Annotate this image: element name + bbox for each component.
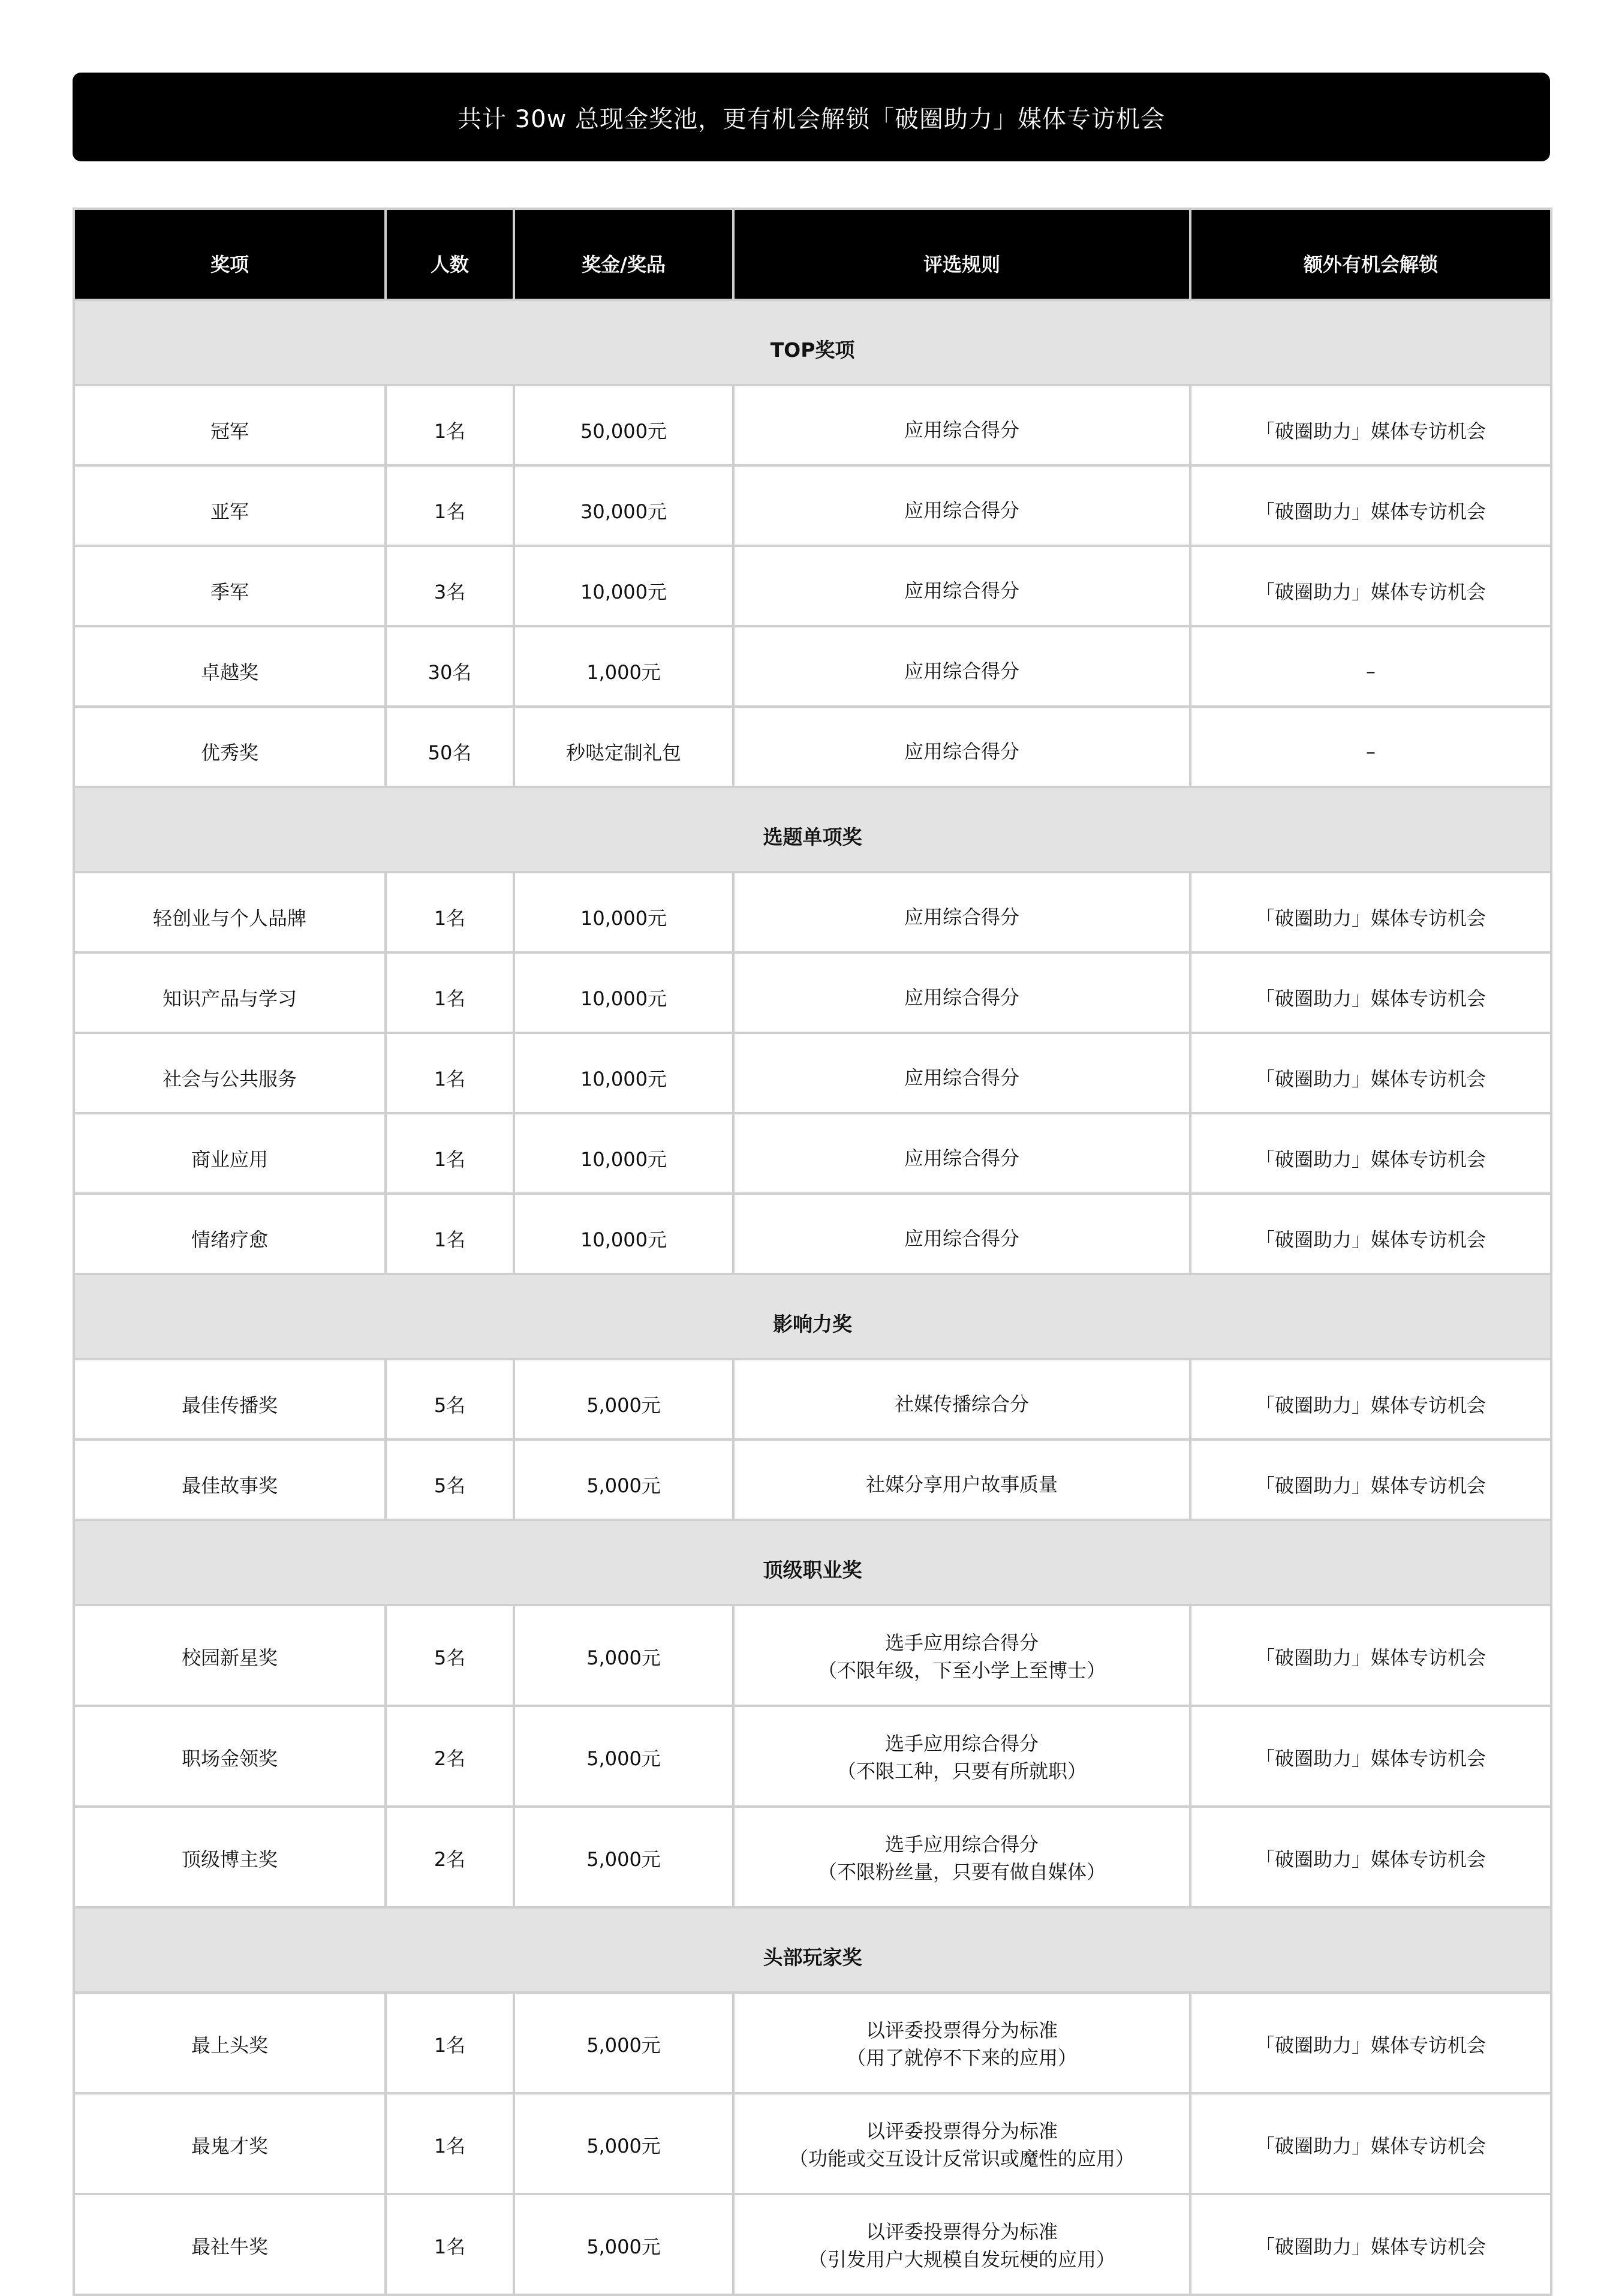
winner-count-cell: 2名	[386, 1706, 514, 1807]
award-name-cell: 优秀奖	[74, 707, 386, 787]
rule-line: 应用综合得分	[904, 1066, 1019, 1089]
prize-cell: 5,000元	[514, 1706, 733, 1807]
award-name-cell: 季军	[74, 546, 386, 626]
winner-count-cell: 1名	[386, 465, 514, 546]
award-name-cell: 职场金领奖	[74, 1706, 386, 1807]
winner-count-cell: 30名	[386, 626, 514, 707]
winner-count-cell: 1名	[386, 2093, 514, 2194]
extra-unlock-cell: 「破圈助力」媒体专访机会	[1190, 872, 1551, 952]
table-row	[74, 626, 1551, 707]
extra-unlock-cell: 「破圈助力」媒体专访机会	[1190, 385, 1551, 465]
winner-count-cell: 5名	[386, 1439, 514, 1520]
extra-unlock-cell: –	[1190, 707, 1551, 787]
table-row	[74, 1993, 1551, 2093]
winner-count-cell: 50名	[386, 707, 514, 787]
prize-cell: 5,000元	[514, 2194, 733, 2295]
winner-count-cell: 3名	[386, 546, 514, 626]
table-row	[74, 1605, 1551, 1706]
prize-cell: 50,000元	[514, 385, 733, 465]
prize-cell: 5,000元	[514, 2093, 733, 2194]
rule-line: 选手应用综合得分	[884, 1732, 1039, 1755]
prize-cell: 10,000元	[514, 1113, 733, 1194]
prize-cell: 10,000元	[514, 872, 733, 952]
extra-unlock-cell: 「破圈助力」媒体专访机会	[1190, 546, 1551, 626]
section-title: 影响力奖	[74, 1274, 1551, 1359]
winner-count-cell: 1名	[386, 1033, 514, 1113]
prize-cell: 5,000元	[514, 1605, 733, 1706]
section-title: 头部玩家奖	[74, 1907, 1551, 1993]
extra-unlock-cell: 「破圈助力」媒体专访机会	[1190, 1359, 1551, 1439]
prize-cell: 5,000元	[514, 1439, 733, 1520]
rule-line: 以评委投票得分为标准	[865, 2220, 1058, 2243]
table-row	[74, 1807, 1551, 1907]
award-name-cell: 顶级博主奖	[74, 1807, 386, 1907]
rule-line: （引发用户大规模自发玩梗的应用）	[808, 2248, 1115, 2271]
award-name-cell: 轻创业与个人品牌	[74, 872, 386, 952]
rule-cell	[733, 1993, 1190, 2093]
winner-count-cell: 1名	[386, 872, 514, 952]
table-row	[74, 1439, 1551, 1520]
table-row	[74, 1706, 1551, 1807]
rule-cell	[733, 1033, 1190, 1113]
section-title: 顶级职业奖	[74, 1520, 1551, 1605]
section-row	[74, 300, 1551, 385]
prize-cell: 10,000元	[514, 1033, 733, 1113]
prize-cell: 5,000元	[514, 1993, 733, 2093]
header-count: 人数	[386, 209, 514, 300]
winner-count-cell: 1名	[386, 1993, 514, 2093]
rule-line: 应用综合得分	[904, 906, 1019, 928]
section-title: 选题单项奖	[74, 787, 1551, 872]
prize-cell: 5,000元	[514, 1359, 733, 1439]
rule-line: （用了就停不下来的应用）	[846, 2046, 1077, 2069]
rule-cell	[733, 626, 1190, 707]
prize-table	[73, 208, 1552, 2296]
rule-line: （不限粉丝量，只要有做自媒体）	[817, 1861, 1106, 1883]
winner-count-cell: 1名	[386, 385, 514, 465]
rule-cell	[733, 1359, 1190, 1439]
rule-line: 社媒分享用户故事质量	[865, 1473, 1058, 1496]
award-name-cell: 最佳传播奖	[74, 1359, 386, 1439]
prize-cell: 10,000元	[514, 1194, 733, 1274]
award-name-cell: 亚军	[74, 465, 386, 546]
rule-cell	[733, 1439, 1190, 1520]
extra-unlock-cell: 「破圈助力」媒体专访机会	[1190, 1113, 1551, 1194]
rule-line: 以评委投票得分为标准	[865, 2019, 1058, 2042]
extra-unlock-cell: 「破圈助力」媒体专访机会	[1190, 465, 1551, 546]
section-row	[74, 1520, 1551, 1605]
prize-cell: 30,000元	[514, 465, 733, 546]
extra-unlock-cell: 「破圈助力」媒体专访机会	[1190, 1194, 1551, 1274]
section-row	[74, 787, 1551, 872]
table-row	[74, 546, 1551, 626]
extra-unlock-cell: 「破圈助力」媒体专访机会	[1190, 1807, 1551, 1907]
rule-cell	[733, 2093, 1190, 2194]
extra-unlock-cell: 「破圈助力」媒体专访机会	[1190, 952, 1551, 1033]
rule-cell	[733, 1605, 1190, 1706]
rule-cell	[733, 1113, 1190, 1194]
rule-cell	[733, 546, 1190, 626]
rule-line: 选手应用综合得分	[884, 1631, 1039, 1654]
award-name-cell: 最鬼才奖	[74, 2093, 386, 2194]
extra-unlock-cell: 「破圈助力」媒体专访机会	[1190, 1033, 1551, 1113]
table-row	[74, 1113, 1551, 1194]
table-row	[74, 465, 1551, 546]
rule-line: 应用综合得分	[904, 740, 1019, 763]
header-prize: 奖金/奖品	[514, 209, 733, 300]
table-row	[74, 385, 1551, 465]
award-name-cell: 最佳故事奖	[74, 1439, 386, 1520]
rule-cell	[733, 1807, 1190, 1907]
extra-unlock-cell: 「破圈助力」媒体专访机会	[1190, 2194, 1551, 2295]
extra-unlock-cell: 「破圈助力」媒体专访机会	[1190, 1605, 1551, 1706]
award-name-cell: 最社牛奖	[74, 2194, 386, 2295]
rule-cell	[733, 1194, 1190, 1274]
rule-line: （不限工种，只要有所就职）	[836, 1760, 1087, 1783]
section-row	[74, 1907, 1551, 1993]
header-row	[74, 209, 1551, 300]
award-name-cell: 社会与公共服务	[74, 1033, 386, 1113]
table-body	[74, 300, 1551, 2295]
winner-count-cell: 5名	[386, 1359, 514, 1439]
rule-cell	[733, 385, 1190, 465]
rule-line: 应用综合得分	[904, 986, 1019, 1009]
award-name-cell: 卓越奖	[74, 626, 386, 707]
prize-cell: 10,000元	[514, 952, 733, 1033]
rule-line: 应用综合得分	[904, 660, 1019, 683]
rule-cell	[733, 1706, 1190, 1807]
banner-text: 共计 30w 总现金奖池，更有机会解锁「破圈助力」媒体专访机会	[457, 105, 1166, 133]
winner-count-cell: 1名	[386, 1194, 514, 1274]
rule-line: （不限年级，下至小学上至博士）	[817, 1659, 1106, 1682]
winner-count-cell: 5名	[386, 1605, 514, 1706]
table-row	[74, 1359, 1551, 1439]
rule-cell	[733, 2194, 1190, 2295]
rule-line: （功能或交互设计反常识或魔性的应用）	[789, 2147, 1134, 2170]
table-header	[74, 209, 1551, 300]
table-row	[74, 872, 1551, 952]
rule-cell	[733, 952, 1190, 1033]
rule-line: 选手应用综合得分	[884, 1833, 1039, 1856]
table-row	[74, 707, 1551, 787]
rule-line: 应用综合得分	[904, 1147, 1019, 1170]
prize-cell: 10,000元	[514, 546, 733, 626]
winner-count-cell: 1名	[386, 2194, 514, 2295]
rule-line: 应用综合得分	[904, 579, 1019, 602]
prize-pool-banner	[73, 73, 1550, 161]
table-row	[74, 2093, 1551, 2194]
rule-cell	[733, 872, 1190, 952]
rule-line: 社媒传播综合分	[894, 1393, 1029, 1416]
rule-cell	[733, 465, 1190, 546]
award-name-cell: 冠军	[74, 385, 386, 465]
extra-unlock-cell: 「破圈助力」媒体专访机会	[1190, 1439, 1551, 1520]
rule-line: 以评委投票得分为标准	[865, 2120, 1058, 2142]
table-row	[74, 1194, 1551, 1274]
header-rule: 评选规则	[733, 209, 1190, 300]
table-row	[74, 2194, 1551, 2295]
award-name-cell: 最上头奖	[74, 1993, 386, 2093]
extra-unlock-cell: 「破圈助力」媒体专访机会	[1190, 1706, 1551, 1807]
extra-unlock-cell: –	[1190, 626, 1551, 707]
rule-line: 应用综合得分	[904, 499, 1019, 522]
award-name-cell: 知识产品与学习	[74, 952, 386, 1033]
rule-cell	[733, 707, 1190, 787]
extra-unlock-cell: 「破圈助力」媒体专访机会	[1190, 1993, 1551, 2093]
winner-count-cell: 1名	[386, 952, 514, 1033]
prize-cell: 秒哒定制礼包	[514, 707, 733, 787]
header-extra: 额外有机会解锁	[1190, 209, 1551, 300]
prize-cell: 1,000元	[514, 626, 733, 707]
award-name-cell: 商业应用	[74, 1113, 386, 1194]
rule-line: 应用综合得分	[904, 419, 1019, 441]
extra-unlock-cell: 「破圈助力」媒体专访机会	[1190, 2093, 1551, 2194]
winner-count-cell: 2名	[386, 1807, 514, 1907]
table-row	[74, 1033, 1551, 1113]
header-award: 奖项	[74, 209, 386, 300]
section-title: TOP奖项	[74, 300, 1551, 385]
prize-cell: 5,000元	[514, 1807, 733, 1907]
table-row	[74, 952, 1551, 1033]
rule-line: 应用综合得分	[904, 1227, 1019, 1250]
award-name-cell: 校园新星奖	[74, 1605, 386, 1706]
winner-count-cell: 1名	[386, 1113, 514, 1194]
section-row	[74, 1274, 1551, 1359]
award-name-cell: 情绪疗愈	[74, 1194, 386, 1274]
